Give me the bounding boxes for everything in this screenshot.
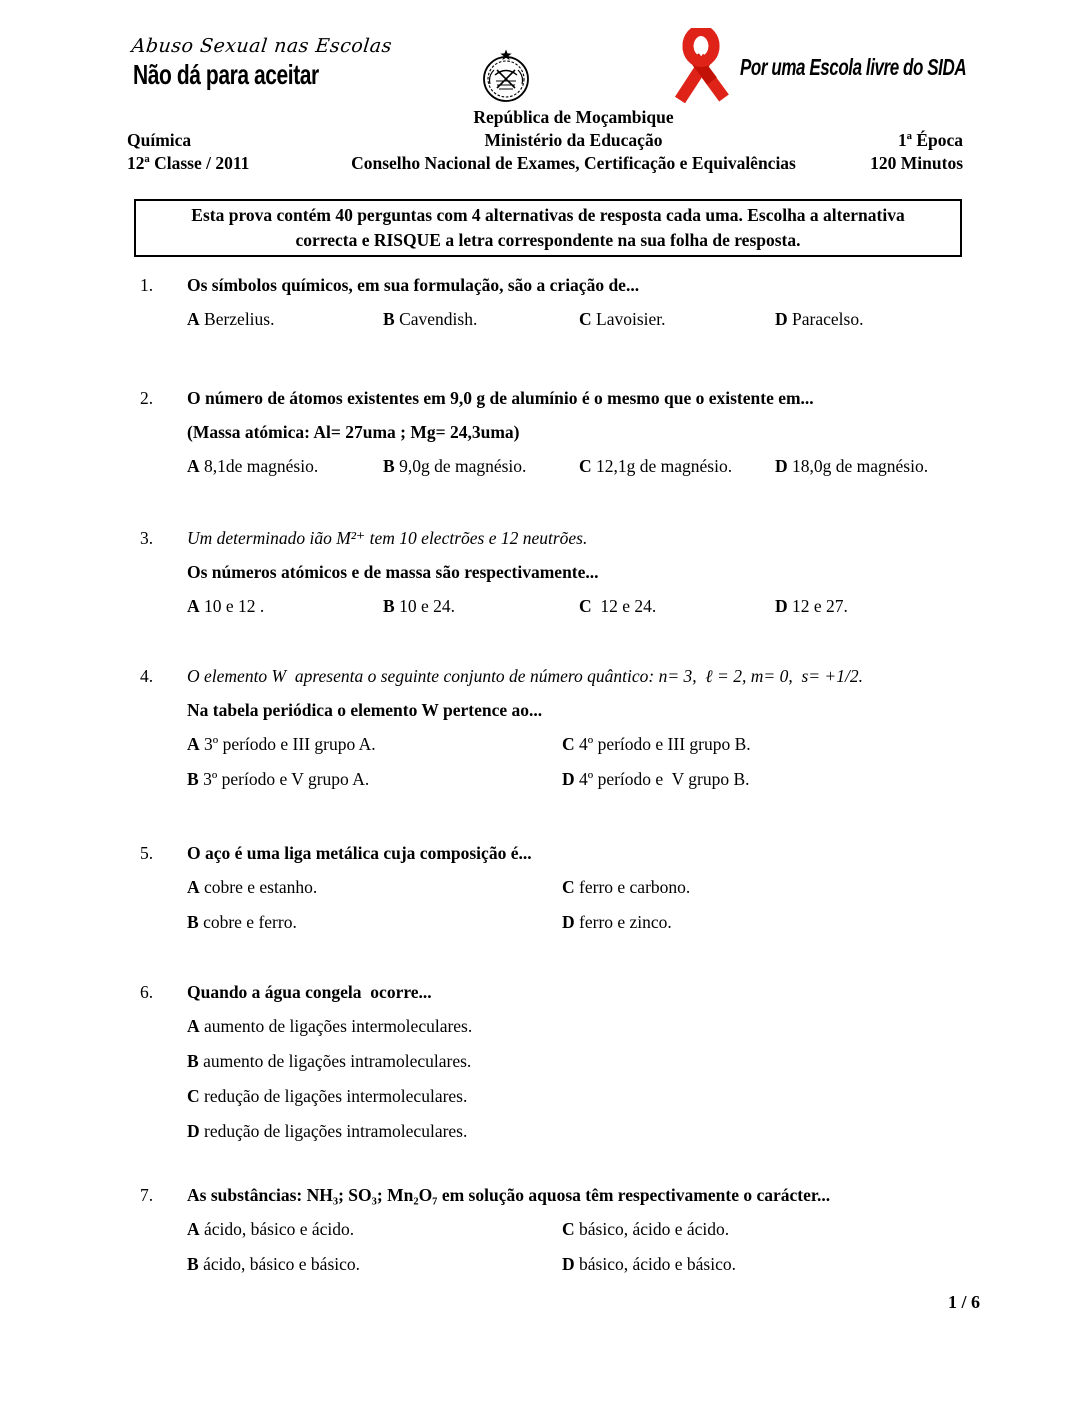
answer-option-a: A 3º período e III grupo A. bbox=[187, 734, 376, 754]
option-letter: C bbox=[579, 309, 592, 329]
option-letter: D bbox=[562, 1254, 575, 1274]
question-number: 6. bbox=[140, 982, 154, 1002]
option-letter: B bbox=[383, 596, 395, 616]
question-body bbox=[187, 274, 1000, 343]
question-text bbox=[187, 842, 1000, 865]
answer-options bbox=[187, 308, 1000, 343]
instructions-text: Esta prova contém 40 perguntas com 4 alternativas de resposta cada uma. Escolha a alternativa correcta e RISQUE a letra correspondente na sua folha de resposta. bbox=[191, 205, 905, 250]
option-letter: C bbox=[187, 1086, 200, 1106]
question-text-line: Os símbolos químicos, em sua formulação, são a criação de... bbox=[187, 275, 640, 295]
answer-options bbox=[187, 455, 1000, 490]
aids-slogan: Por uma Escola livre do SIDA bbox=[740, 54, 967, 81]
question-block bbox=[140, 981, 1000, 1155]
question-text-line: Um determinado ião M²⁺ tem 10 electrões e 12 neutrões. bbox=[187, 528, 588, 548]
answer-option-c: C 12 e 24. bbox=[579, 596, 657, 616]
option-letter: A bbox=[187, 1219, 200, 1239]
class-year-label: 12ª Classe / 2011 bbox=[127, 153, 250, 173]
question-number: 1. bbox=[140, 275, 154, 295]
question-number: 2. bbox=[140, 388, 154, 408]
question-text-line: Os números atómicos e de massa são respectivamente... bbox=[187, 562, 599, 582]
answer-option-b: B 9,0g de magnésio. bbox=[383, 456, 527, 476]
questions-list bbox=[140, 0, 1000, 1408]
question-text-line: As substâncias: NH₃; SO₃; Mn₂O₇ em solução aquosa têm respectivamente o carácter... bbox=[187, 1185, 831, 1205]
option-letter: A bbox=[187, 596, 200, 616]
question-body bbox=[187, 981, 1000, 1155]
question-block bbox=[140, 1184, 1000, 1288]
option-letter: B bbox=[187, 1254, 199, 1274]
option-letter: D bbox=[187, 1121, 200, 1141]
answer-option-b: B ácido, básico e básico. bbox=[187, 1254, 361, 1274]
answer-option-a: A Berzelius. bbox=[187, 309, 275, 329]
option-letter: C bbox=[562, 734, 575, 754]
answer-option-c: C redução de ligações intermoleculares. bbox=[187, 1086, 468, 1106]
option-letter: A bbox=[187, 734, 200, 754]
answer-options bbox=[187, 1218, 1000, 1288]
question-number: 5. bbox=[140, 843, 154, 863]
option-letter: B bbox=[187, 912, 199, 932]
answer-option-d: D 4º período e V grupo B. bbox=[562, 769, 750, 789]
answer-option-c: C 12,1g de magnésio. bbox=[579, 456, 733, 476]
option-letter: B bbox=[383, 309, 395, 329]
answer-option-a: A ácido, básico e ácido. bbox=[187, 1219, 355, 1239]
answer-option-a: A 8,1de magnésio. bbox=[187, 456, 319, 476]
question-text bbox=[187, 387, 1000, 444]
answer-option-a: A cobre e estanho. bbox=[187, 877, 318, 897]
answer-option-a: A aumento de ligações intermoleculares. bbox=[187, 1016, 473, 1036]
question-number: 4. bbox=[140, 666, 154, 686]
question-block bbox=[140, 842, 1000, 946]
answer-option-d: D 12 e 27. bbox=[775, 596, 848, 616]
option-letter: C bbox=[562, 1219, 575, 1239]
option-letter: A bbox=[187, 877, 200, 897]
option-letter: D bbox=[775, 596, 788, 616]
question-text bbox=[187, 665, 1000, 722]
answer-option-b: B Cavendish. bbox=[383, 309, 478, 329]
option-letter: D bbox=[562, 912, 575, 932]
answer-options bbox=[187, 733, 1000, 803]
answer-option-b: B 10 e 24. bbox=[383, 596, 455, 616]
answer-option-d: D 18,0g de magnésio. bbox=[775, 456, 929, 476]
page-number: 1 / 6 bbox=[947, 1292, 980, 1312]
republic-line: República de Moçambique bbox=[473, 107, 674, 127]
question-text bbox=[187, 527, 1000, 584]
answer-options bbox=[187, 876, 1000, 946]
answer-option-d: D redução de ligações intramoleculares. bbox=[187, 1121, 468, 1141]
question-text-line: Na tabela periódica o elemento W pertence ao... bbox=[187, 700, 543, 720]
option-letter: C bbox=[562, 877, 575, 897]
question-text-line: O aço é uma liga metálica cuja composição é... bbox=[187, 843, 532, 863]
option-letter: B bbox=[187, 769, 199, 789]
epoch-label: 1ª Época bbox=[897, 130, 963, 150]
question-text bbox=[187, 274, 1000, 297]
campaign-script-line: Abuso Sexual nas Escolas bbox=[130, 35, 394, 57]
question-text-line: O elemento W apresenta o seguinte conjunto de número quântico: n= 3, ℓ = 2, m= 0, s= +1/2. bbox=[187, 666, 863, 686]
answer-option-b: B cobre e ferro. bbox=[187, 912, 297, 932]
question-block bbox=[140, 527, 1000, 630]
question-body bbox=[187, 665, 1000, 803]
option-letter: C bbox=[579, 596, 592, 616]
answer-options bbox=[187, 1015, 1000, 1143]
question-text-line: (Massa atómica: Al= 27uma ; Mg= 24,3uma) bbox=[187, 422, 520, 442]
answer-option-d: D básico, ácido e básico. bbox=[562, 1254, 736, 1274]
option-letter: B bbox=[383, 456, 395, 476]
question-block bbox=[140, 387, 1000, 490]
answer-option-c: C ferro e carbono. bbox=[562, 877, 691, 897]
duration-label: 120 Minutos bbox=[870, 153, 963, 173]
option-letter: A bbox=[187, 309, 200, 329]
option-letter: D bbox=[562, 769, 575, 789]
option-letter: D bbox=[775, 309, 788, 329]
question-text-line: O número de átomos existentes em 9,0 g de alumínio é o mesmo que o existente em... bbox=[187, 388, 814, 408]
answer-option-a: A 10 e 12 . bbox=[187, 596, 265, 616]
council-label: Conselho Nacional de Exames, Certificação e Equivalências bbox=[351, 153, 796, 173]
answer-option-b: B aumento de ligações intramoleculares. bbox=[187, 1051, 472, 1071]
subject-label: Química bbox=[127, 130, 192, 150]
question-number: 7. bbox=[140, 1185, 154, 1205]
question-block bbox=[140, 665, 1000, 803]
option-letter: D bbox=[775, 456, 788, 476]
question-text bbox=[187, 1184, 1000, 1207]
answer-options bbox=[187, 595, 1000, 630]
option-letter: C bbox=[579, 456, 592, 476]
option-letter: A bbox=[187, 1016, 200, 1036]
answer-option-c: C Lavoisier. bbox=[579, 309, 666, 329]
option-letter: A bbox=[187, 456, 200, 476]
question-body bbox=[187, 387, 1000, 490]
question-body bbox=[187, 1184, 1000, 1288]
question-text bbox=[187, 981, 1000, 1004]
answer-option-c: C básico, ácido e ácido. bbox=[562, 1219, 730, 1239]
answer-option-c: C 4º período e III grupo B. bbox=[562, 734, 751, 754]
question-text-line: Quando a água congela ocorre... bbox=[187, 982, 432, 1002]
answer-option-b: B 3º período e V grupo A. bbox=[187, 769, 370, 789]
question-number: 3. bbox=[140, 528, 154, 548]
question-block bbox=[140, 274, 1000, 343]
campaign-bold-line: Não dá para aceitar bbox=[133, 60, 319, 91]
option-letter: B bbox=[187, 1051, 199, 1071]
answer-option-d: D Paracelso. bbox=[775, 309, 864, 329]
answer-option-d: D ferro e zinco. bbox=[562, 912, 672, 932]
question-body bbox=[187, 527, 1000, 630]
question-body bbox=[187, 842, 1000, 946]
ministry-label: Ministério da Educação bbox=[484, 130, 663, 150]
